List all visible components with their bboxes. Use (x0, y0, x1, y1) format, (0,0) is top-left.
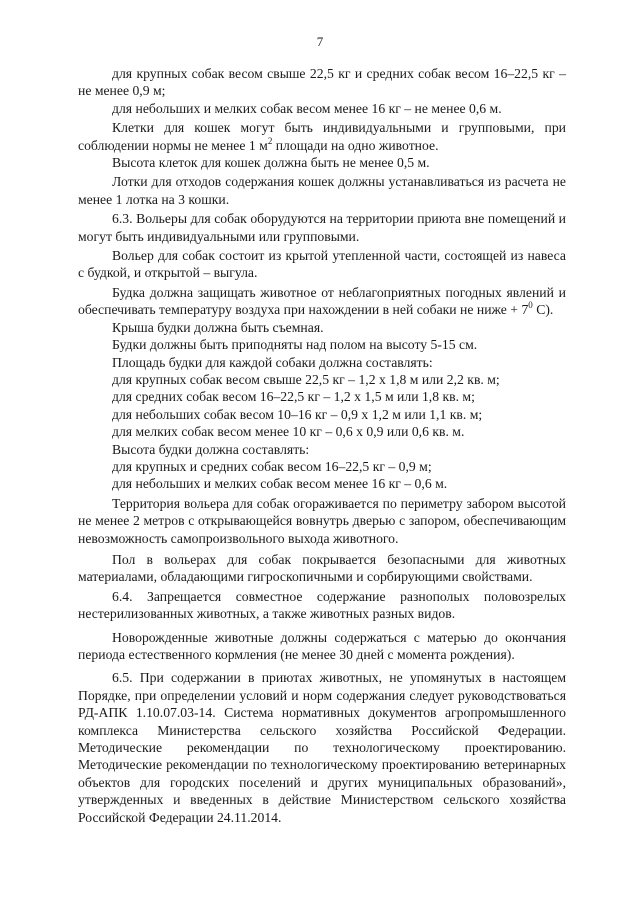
paragraph-dog-pen-height-large: для крупных собак весом свыше 22,5 кг и средних собак весом 16–22,5 кг – не менее 0,9 м; (78, 66, 566, 99)
kennel-area-tiny: для мелких собак весом менее 10 кг – 0,6 х 0,9 или 0,6 кв. м. (112, 424, 465, 440)
paragraph-kennel-height-intro: Высота будки должна составлять: (112, 441, 310, 457)
paragraph-enclosure-floor: Пол в вольерах для собак покрывается безопасными для животных материалами, обладающими гигроскопичными и сорбирующими свойствами. (78, 551, 566, 585)
cat-cages-text-end: площади на одно животное. (272, 137, 439, 153)
page-number: 7 (316, 34, 324, 49)
paragraph-kennel-raised: Будки должны быть приподняты над полом на высоту 5-15 см. (112, 337, 478, 353)
kennel-area-small: для небольших собак весом 10–16 кг – 0,9 х 1,2 м или 1,1 кв. м; (112, 406, 483, 422)
paragraph-cat-cage-height: Высота клеток для кошек должна быть не менее 0,5 м. (112, 155, 430, 171)
paragraph-kennel-roof: Крыша будки должна быть съемная. (112, 319, 324, 335)
kennel-area-medium: для средних собак весом 16–22,5 кг – 1,2 х 1,5 м или 1,8 кв. м; (112, 389, 475, 405)
paragraph-dog-enclosure-structure: Вольер для собак состоит из крытой утепленной части, состоящей из навеса с будкой, и открытой – выгула. (78, 248, 566, 281)
degree-superscript: 0 (528, 300, 533, 311)
paragraph-cat-cages (78, 119, 566, 154)
square-meter-superscript: 2 (267, 135, 273, 146)
kennel-protection-text-end: С). (532, 302, 554, 318)
paragraph-section-6-5: 6.5. При содержании в приютах животных, не упомянутых в настоящем Порядке, при определении условий и норм содержания следует руководствоваться РД-АПК 1.10.07.03-14. Система нормативных документов агропромышленного комплекса Министерства сельского хозяйства Российской Федерации. Методические рекомендации по технологическому проектированию. Методические рекомендации по технологическому проектированию ветеринарных объектов для городских поселений и других муниципальных образований», утвержденных и введенных в действие Министерством сельского хозяйства Российской Федерации 24.11.2014. (78, 670, 566, 825)
kennel-height-small: для небольших и мелких собак весом менее 16 кг – 0,6 м. (112, 476, 448, 492)
paragraph-cat-litter-trays: Лотки для отходов содержания кошек должны устанавливаться из расчета не менее 1 лотка на 3 кошки. (78, 174, 566, 207)
paragraph-kennel-area-intro: Площадь будки для каждой собаки должна составлять: (112, 354, 433, 370)
kennel-protection-text: Будка должна защищать животное от неблагоприятных погодных явлений и обеспечивать температуру воздуха при нахождении в ней собаки не ниже + 7 (78, 284, 566, 318)
paragraph-dog-pen-height-small: для небольших и мелких собак весом менее 16 кг – не менее 0,6 м. (112, 100, 502, 116)
paragraph-section-6-3: 6.3. Вольеры для собак оборудуются на территории приюта вне помещений и могут быть индивидуальными или групповыми. (78, 211, 566, 244)
cat-cages-text: Клетки для кошек могут быть индивидуальными и групповыми, при соблюдении нормы не менее 1 м (78, 120, 566, 153)
paragraph-kennel-protection (78, 284, 566, 319)
kennel-area-large: для крупных собак весом свыше 22,5 кг – 1,2 х 1,8 м или 2,2 кв. м; (112, 371, 500, 387)
document-body (78, 65, 566, 826)
paragraph-section-6-4: 6.4. Запрещается совместное содержание разнополых половозрелых нестерилизованных животных, а также животных разных видов. (78, 588, 566, 622)
kennel-height-large: для крупных и средних собак весом 16–22,5 кг – 0,9 м; (112, 458, 432, 474)
paragraph-enclosure-fence: Территория вольера для собак огораживается по периметру забором высотой не менее 2 метров с открывающейся вовнутрь дверью с запором, обеспечивающим невозможность самопроизвольного выхода животного. (78, 495, 566, 546)
paragraph-newborns: Новорожденные животные должны содержаться с матерью до окончания периода естественного кормления (не менее 30 дней с момента рождения). (78, 629, 566, 662)
